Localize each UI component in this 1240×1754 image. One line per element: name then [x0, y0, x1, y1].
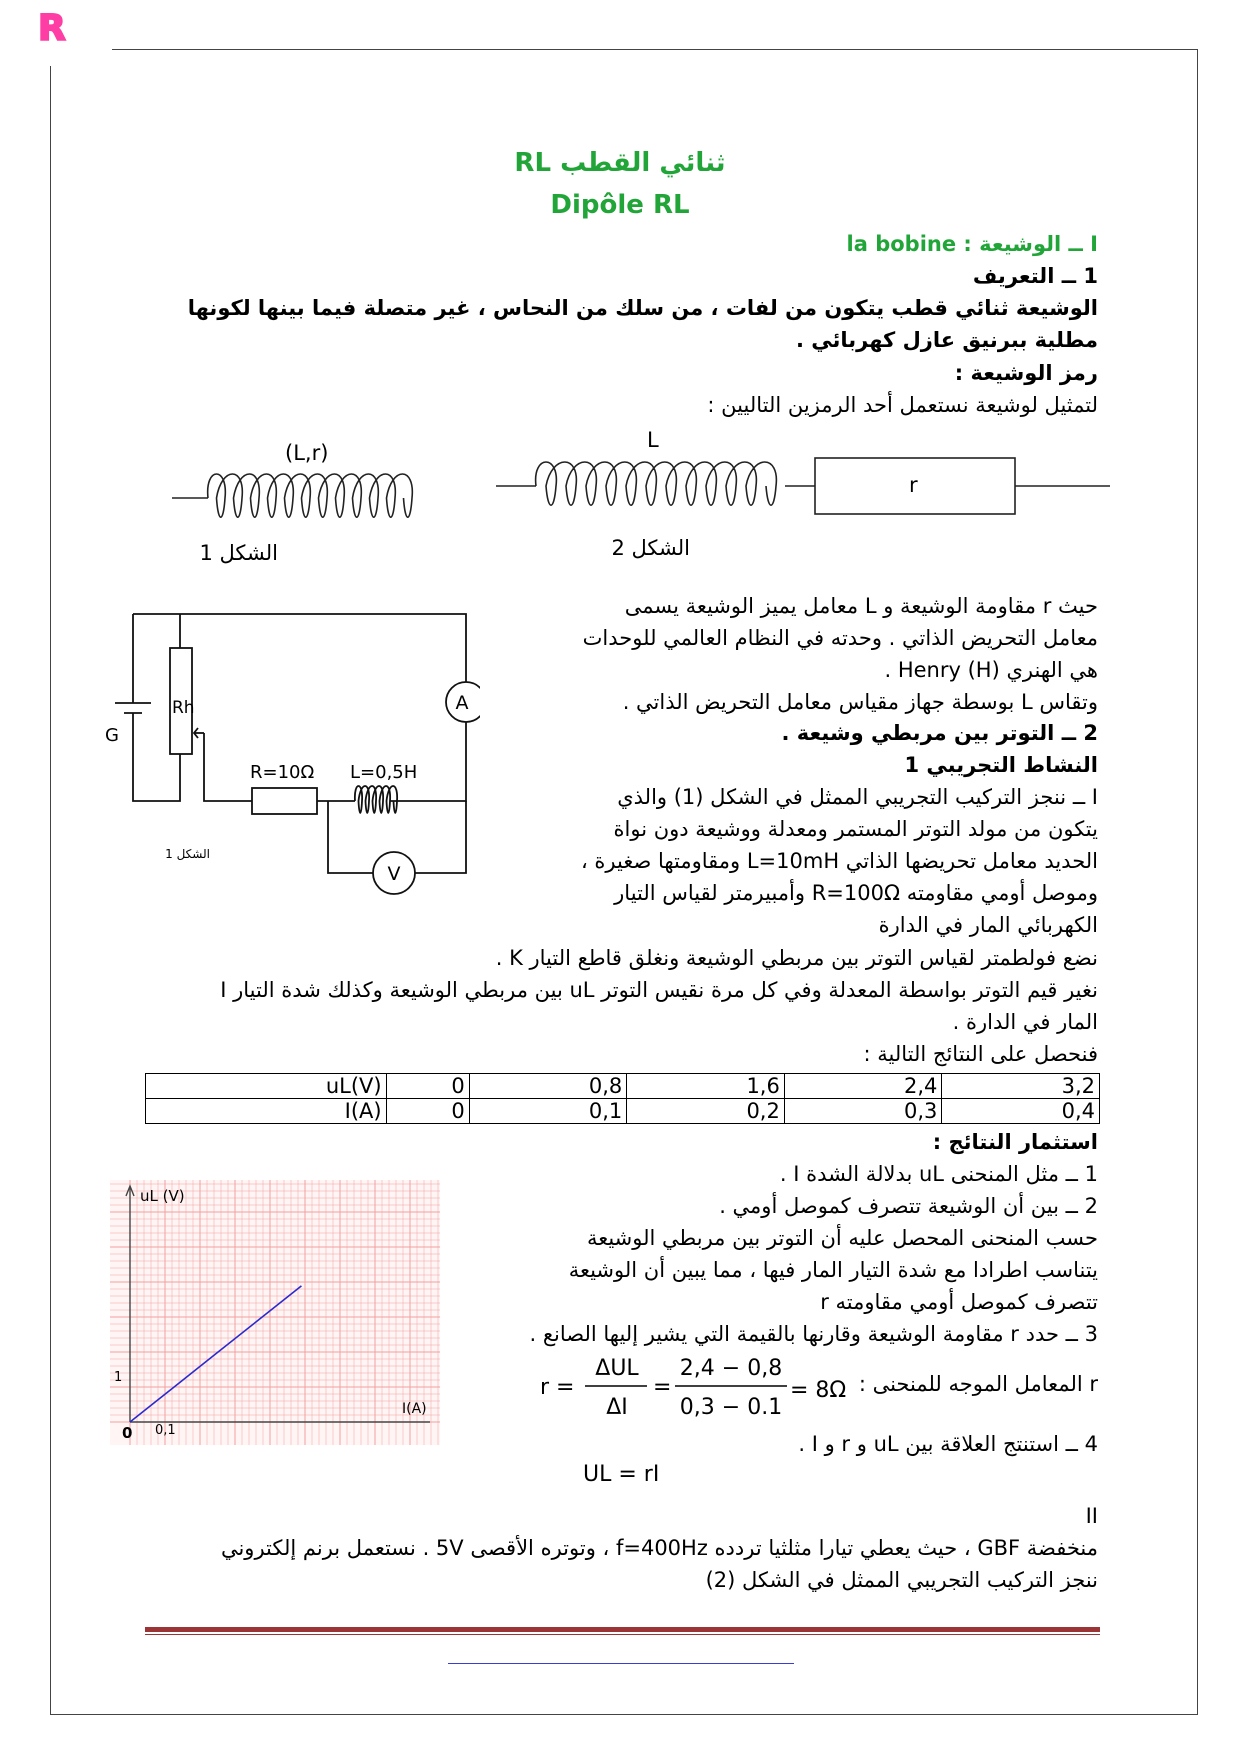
subheading-definition: 1 ــ التعريف: [972, 264, 1098, 288]
definition-line-2: مطلية ببرنيق عازل كهربائي .: [795, 328, 1098, 352]
footer-line: [145, 1634, 1100, 1635]
voltmeter-label: V: [387, 863, 401, 885]
paragraph-1-line-1: حيث r مقاومة الوشيعة و L معامل يميز الوشيعة يسمى: [624, 594, 1098, 618]
resistor-label: R=10Ω: [250, 762, 315, 783]
x-tick-label: 0,1: [155, 1423, 176, 1438]
footer-bar: [145, 1627, 1100, 1632]
definition-line-1: الوشيعة ثنائي قطب يتكون من لفات ، من سلك من النحاس ، غير متصلة فيما بينها لكونها: [187, 296, 1098, 320]
generator-label: G: [105, 725, 119, 746]
coil-symbol-1: [172, 474, 412, 517]
paragraph-6-line-1: حسب المنحنى المحصل عليه أن التوتر بين مربطي الوشيعة: [586, 1226, 1098, 1250]
paragraph-1-line-4: وتقاس L بوسطة جهاز مقياس معامل التحريض الذاتي .: [622, 690, 1098, 714]
table-cell: uL(V): [146, 1074, 387, 1099]
paragraph-3: نضع فولطمتر لقياس التوتر بين مربطي الوشيعة ونغلق قاطع التيار K .: [495, 946, 1098, 970]
paragraph-2-line-4: وموصل أومي مقاومته R=100Ω وأمبيرمتر لقياس التيار: [614, 881, 1098, 905]
paragraph-2-line-5: الكهربائي المار في الدارة: [878, 913, 1098, 937]
symbol-heading: رمز الوشيعة :: [954, 361, 1098, 385]
coil-2-r-label: r: [909, 473, 918, 497]
formula-lhs: r =: [540, 1375, 575, 1400]
slope-formula: [535, 1348, 815, 1424]
table-cell: 0,8: [469, 1074, 627, 1099]
section-heading-1: I ــ الوشيعة : la bobine: [846, 232, 1098, 256]
frame-left: [50, 66, 51, 1715]
inductor-label: L=0,5H: [350, 762, 418, 783]
formula-num2: 2,4 − 0,8: [679, 1356, 783, 1381]
page-title-ar: ثنائي القطب RL: [514, 148, 726, 178]
table-cell: 0,2: [627, 1099, 785, 1124]
coil-1-label: (L,r): [285, 441, 329, 465]
table-cell: 0,3: [784, 1099, 942, 1124]
circuit-diagram: [100, 600, 480, 895]
graph-paper: [110, 1180, 440, 1445]
question-2: 2 ــ بين أن الوشيعة تتصرف كموصل أومي .: [719, 1194, 1098, 1218]
table-cell: 0,4: [942, 1099, 1100, 1124]
question-1: 1 ــ مثل المنحنى uL بدلالة الشدة I .: [779, 1162, 1098, 1186]
paragraph-1-line-3: هي الهنري (H) Henry .: [884, 658, 1098, 682]
question-4: 4 ــ استنتج العلاقة بين uL و r و I .: [798, 1432, 1098, 1456]
table-row: [146, 1074, 1100, 1099]
section-heading-2: II: [1085, 1504, 1098, 1528]
footer-link-line[interactable]: [448, 1663, 794, 1664]
table-row: [146, 1099, 1100, 1124]
relation-formula: UL = rI: [583, 1462, 660, 1487]
ammeter-label: A: [455, 692, 469, 714]
formula-result: = 8Ω: [790, 1378, 847, 1403]
table-cell: 0: [386, 1099, 469, 1124]
y-tick-label: 1: [114, 1370, 123, 1385]
circuit-caption: الشكل 1: [165, 847, 210, 861]
table-cell: 3,2: [942, 1074, 1100, 1099]
paragraph-7-line-2: ننجز التركيب التجريبي الممثل في الشكل (2): [705, 1568, 1098, 1592]
results-table: [145, 1073, 1100, 1124]
svg-text:=: =: [653, 1375, 672, 1400]
table-cell: 0: [386, 1074, 469, 1099]
frame-bottom: [50, 1714, 1198, 1715]
origin-label: 0: [122, 1424, 133, 1442]
paragraph-2-line-1: I ــ ننجز التركيب التجريبي الممثل في الشكل (1) والذي: [617, 785, 1098, 809]
paragraph-6-line-3: تتصرف كموصل أومي مقاومته r: [820, 1290, 1098, 1314]
table-cell: 1,6: [627, 1074, 785, 1099]
coil-symbols-figure: [160, 430, 1120, 580]
question-3: 3 ــ حدد r مقاومة الوشيعة وقارنها بالقيمة التي يشير إليها الصانع .: [529, 1322, 1098, 1346]
frame-top: [112, 49, 1197, 50]
table-cell: 0,1: [469, 1099, 627, 1124]
paragraph-5: فنحصل على النتائج التالية :: [863, 1042, 1098, 1066]
x-axis-label: I(A): [402, 1401, 427, 1417]
paragraph-2-line-3: الحديد معامل تحريضها الذاتي L=10mH ومقاومتها صغيرة ،: [580, 849, 1098, 873]
paragraph-2-line-2: يتكون من مولد التوتر المستمر ومعدلة ووشيعة دون نواة: [613, 817, 1098, 841]
paragraph-7-line-1: منخفضة GBF ، حيث يعطي تيارا مثلثيا تردده f=400Hz ، وتوتره الأقصى 5V . نستعمل برنم إلكتروني: [220, 1536, 1098, 1560]
coil-2-L-label: L: [647, 430, 659, 452]
frame-right: [1197, 49, 1198, 1715]
logo: R: [38, 8, 66, 49]
paragraph-6-line-2: يتناسب اطرادا مع شدة التيار المار فيها ، مما يبين أن الوشيعة: [568, 1258, 1098, 1282]
formula-den1: ΔI: [606, 1395, 628, 1420]
formula-label: r المعامل الموجه للمنحنى :: [858, 1372, 1098, 1396]
figure-1-caption: الشكل 1: [199, 541, 278, 565]
paragraph-4-line-1: نغير قيم التوتر بواسطة المعدلة وفي كل مرة نقيس التوتر uL بين مربطي الوشيعة وكذلك شدة التيار I: [220, 978, 1098, 1002]
activity-heading: النشاط التجريبي 1: [904, 753, 1098, 777]
ul-vs-i-graph: [110, 1180, 440, 1445]
coil-symbol-2: [496, 458, 1110, 514]
table-cell: I(A): [146, 1099, 387, 1124]
symbol-text: لتمثيل لوشيعة نستعمل أحد الرمزين التاليين :: [707, 393, 1098, 417]
y-axis-label: uL (V): [140, 1187, 185, 1205]
page-title-fr: Dipôle RL: [550, 190, 690, 220]
formula-den2: 0,3 − 0.1: [679, 1395, 783, 1420]
paragraph-1-line-2: معامل التحريض الذاتي . وحدته في النظام العالمي للوحدات: [582, 626, 1098, 650]
subheading-voltage: 2 ــ التوتر بين مربطي وشيعة .: [781, 721, 1098, 745]
figure-2-caption: الشكل 2: [611, 536, 690, 560]
paragraph-4-line-2: المار في الدارة .: [952, 1010, 1098, 1034]
rheostat-label: Rh: [172, 698, 195, 718]
table-cell: 2,4: [784, 1074, 942, 1099]
formula-num1: ΔUL: [595, 1356, 639, 1381]
exploit-heading: استثمار النتائج :: [932, 1130, 1098, 1154]
